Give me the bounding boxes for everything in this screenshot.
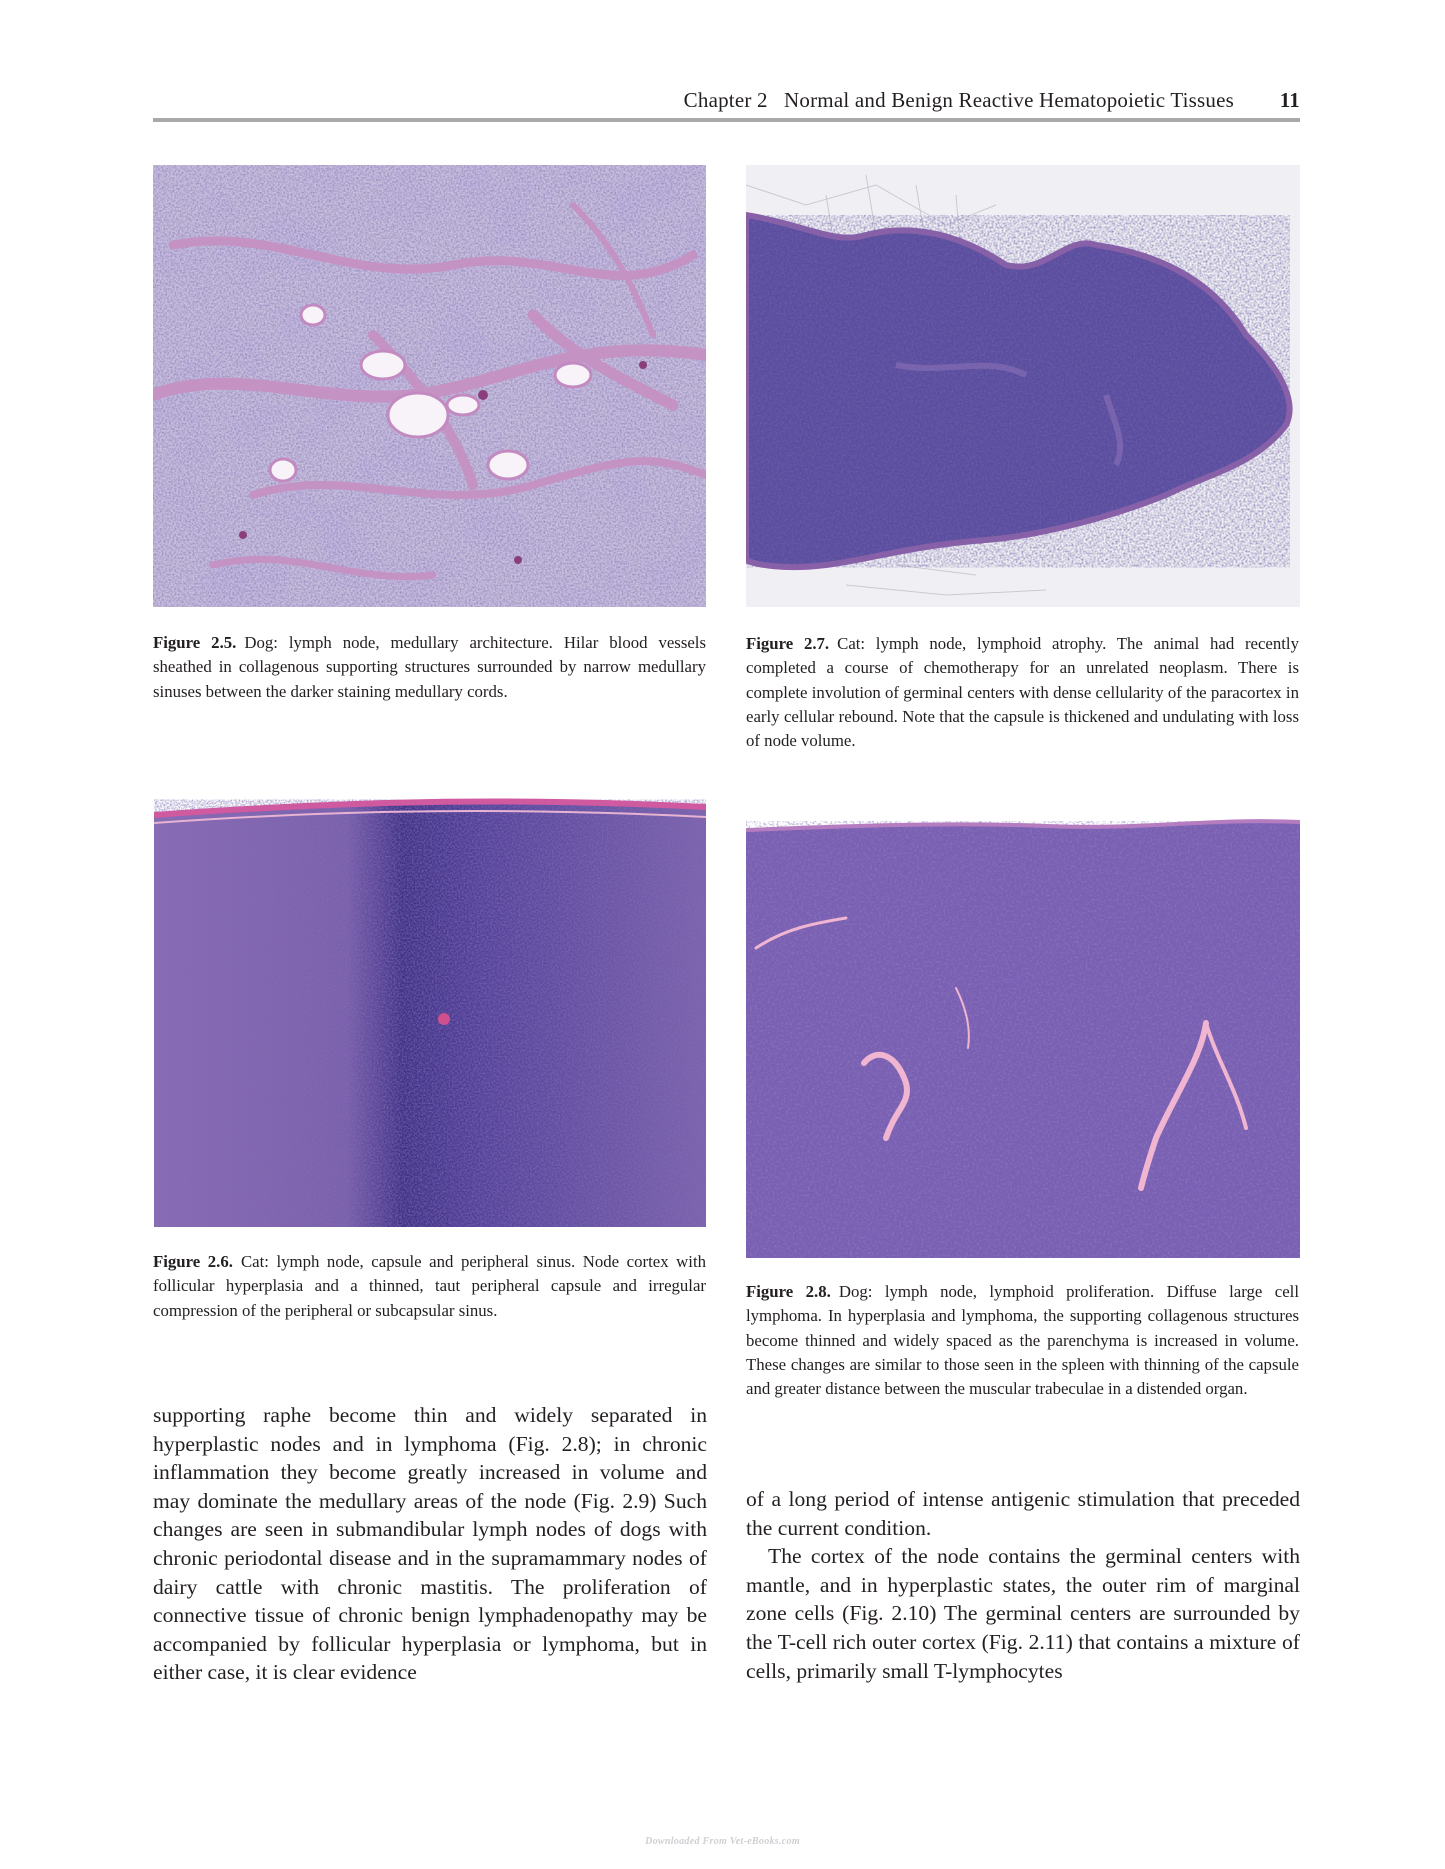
figure-2-8-micrograph [746, 808, 1300, 1258]
figure-2-6-micrograph [154, 793, 706, 1227]
body-column-right [746, 1485, 1300, 1685]
figure-2-7-micrograph [746, 165, 1300, 607]
figure-caption-text: Cat: lymph node, capsule and peripheral sinus. Node cortex with follicular hyperplasia and a thinned, taut peripheral capsule and irregular compression of the peripheral or subcapsular sinus. [153, 1252, 706, 1320]
chapter-label: Chapter 2 [683, 88, 768, 112]
figure-caption-text: Cat: lymph node, lymphoid atrophy. The animal had recently completed a course of chemotherapy for an unrelated neoplasm. There is complete involution of germinal centers with dense cellularity of the paracortex in early cellular rebound. Note that the capsule is thickened and undulating with loss of node volume. [746, 634, 1299, 751]
figure-2-6-caption [153, 1250, 706, 1323]
figure-label: Figure 2.5. [153, 633, 237, 652]
header-rule [153, 118, 1300, 122]
page-number: 11 [1279, 88, 1300, 112]
body-paragraph: of a long period of intense antigenic stimulation that preceded the current condition. [746, 1487, 1300, 1540]
figure-label: Figure 2.8. [746, 1282, 831, 1301]
running-head-chapter [684, 88, 1234, 113]
figure-2-7-caption [746, 632, 1299, 753]
figure-caption-text: Dog: lymph node, medullary architecture. Hilar blood vessels sheathed in collagenous supporting structures surrounded by narrow medullary sinuses between the darker staining medullary cords. [153, 633, 706, 701]
figure-label: Figure 2.7. [746, 634, 830, 653]
body-paragraph: The cortex of the node contains the germinal centers with mantle, and in hyperplastic states, the outer rim of marginal zone cells (Fig. 2.10) The germinal centers are surrounded by the T-cell rich outer cortex (Fig. 2.11) that contains a mixture of cells, primarily small T-lymphocytes [746, 1544, 1300, 1683]
figure-2-5-micrograph [153, 165, 706, 607]
running-head [153, 88, 1300, 116]
figure-caption-text: Dog: lymph node, lymphoid proliferation. Diffuse large cell lymphoma. In hyperplasia and lymphoma, the supporting collagenous structures become thinned and widely spaced as the parenchyma is increased in volume. These changes are similar to those seen in the spleen with thinning of the capsule and greater distance between the muscular trabeculae in a distended organ. [746, 1282, 1299, 1399]
body-paragraph: supporting raphe become thin and widely separated in hyperplastic nodes and in lymphoma (Fig. 2.8); in chronic inflammation they become greatly increased in volume and may dominate the medullary areas of the node (Fig. 2.9) Such changes are seen in submandibular lymph nodes of dogs with chronic periodontal disease and in the supramammary nodes of dairy cattle with chronic mastitis. The proliferation of connective tissue of chronic benign lymphadenopathy may be accompanied by follicular hyperplasia or lymphoma, but in either case, it is clear evidence [153, 1403, 707, 1685]
body-column-left [153, 1401, 707, 1687]
figure-2-5-caption [153, 631, 706, 704]
figure-label: Figure 2.6. [153, 1252, 233, 1271]
figure-2-8-caption [746, 1280, 1299, 1401]
footer-watermark: Downloaded From Vet-eBooks.com [645, 1836, 800, 1847]
chapter-title: Normal and Benign Reactive Hematopoietic Tissues [784, 88, 1234, 112]
